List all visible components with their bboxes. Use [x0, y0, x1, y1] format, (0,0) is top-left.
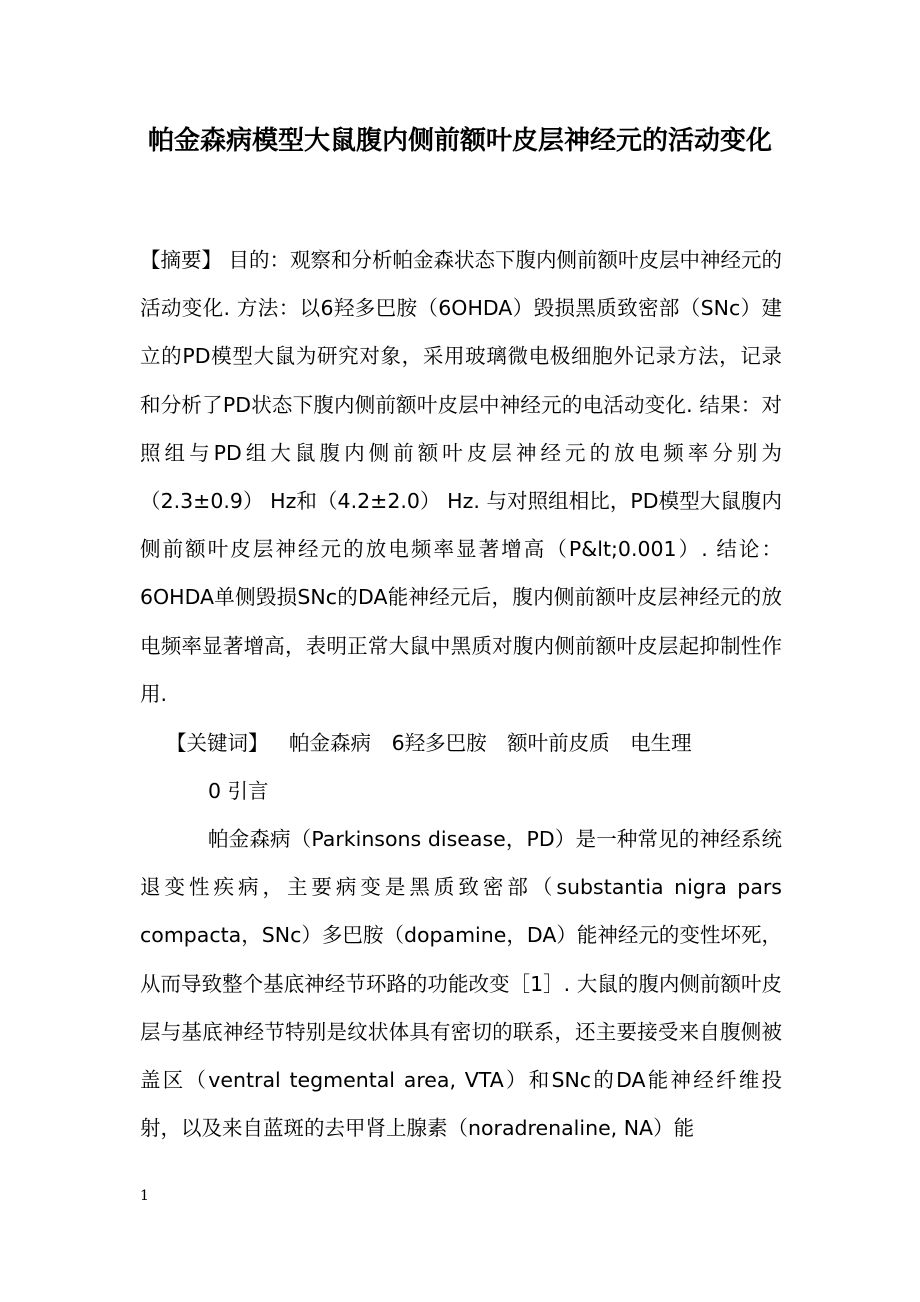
- keyword: 帕金森病: [289, 731, 372, 755]
- document-title: 帕金森病模型大鼠腹内侧前额叶皮层神经元的活动变化: [147, 126, 772, 156]
- section-heading: 0 引言: [208, 779, 269, 803]
- keywords-line: [166, 719, 786, 767]
- abstract-paragraph: 【摘要】 目的：观察和分析帕金森状态下腹内侧前额叶皮层中神经元的活动变化. 方法：以6羟多巴胺（6OHDA）毁损黑质致密部（SNc）建立的PD模型大鼠为研究对象，采用玻璃微电极细胞外记录方法，记录和分析了PD状态下腹内侧前额叶皮层中神经元的电活动变化. 结果：对照组与PD组大鼠腹内侧前额叶皮层神经元的放电频率分别为（2.3±0.9） Hz和（4.2±2.0） Hz. 与对照组相比，PD模型大鼠腹内侧前额叶皮层神经元的放电频率显著增高（P&lt;0.001）. 结论：6OHDA单侧毁损SNc的DA能神经元后，腹内侧前额叶皮层神经元的放电频率显著增高，表明正常大鼠中黑质对腹内侧前额叶皮层起抑制性作用.: [140, 248, 783, 706]
- keywords-label: 【关键词】: [166, 731, 269, 755]
- body-paragraph: 帕金森病（Parkinsons disease，PD）是一种常见的神经系统退变性疾病，主要病变是黑质致密部（substantia nigra pars compacta，SNc）多巴胺（dopamine，DA）能神经元的变性坏死，从而导致整个基底神经节环路的功能改变［1］. 大鼠的腹内侧前额叶皮层与基底神经节特别是纹状体具有密切的联系，还主要接受来自腹侧被盖区（ventral tegmental area, VTA）和SNc的DA能神经纤维投射，以及来自蓝斑的去甲肾上腺素（noradrenaline, NA）能: [140, 827, 782, 1141]
- keyword: 额叶前皮质: [507, 731, 610, 755]
- keyword: 6羟多巴胺: [391, 731, 487, 755]
- keyword: 电生理: [630, 731, 692, 755]
- page-number: 1: [140, 1188, 149, 1204]
